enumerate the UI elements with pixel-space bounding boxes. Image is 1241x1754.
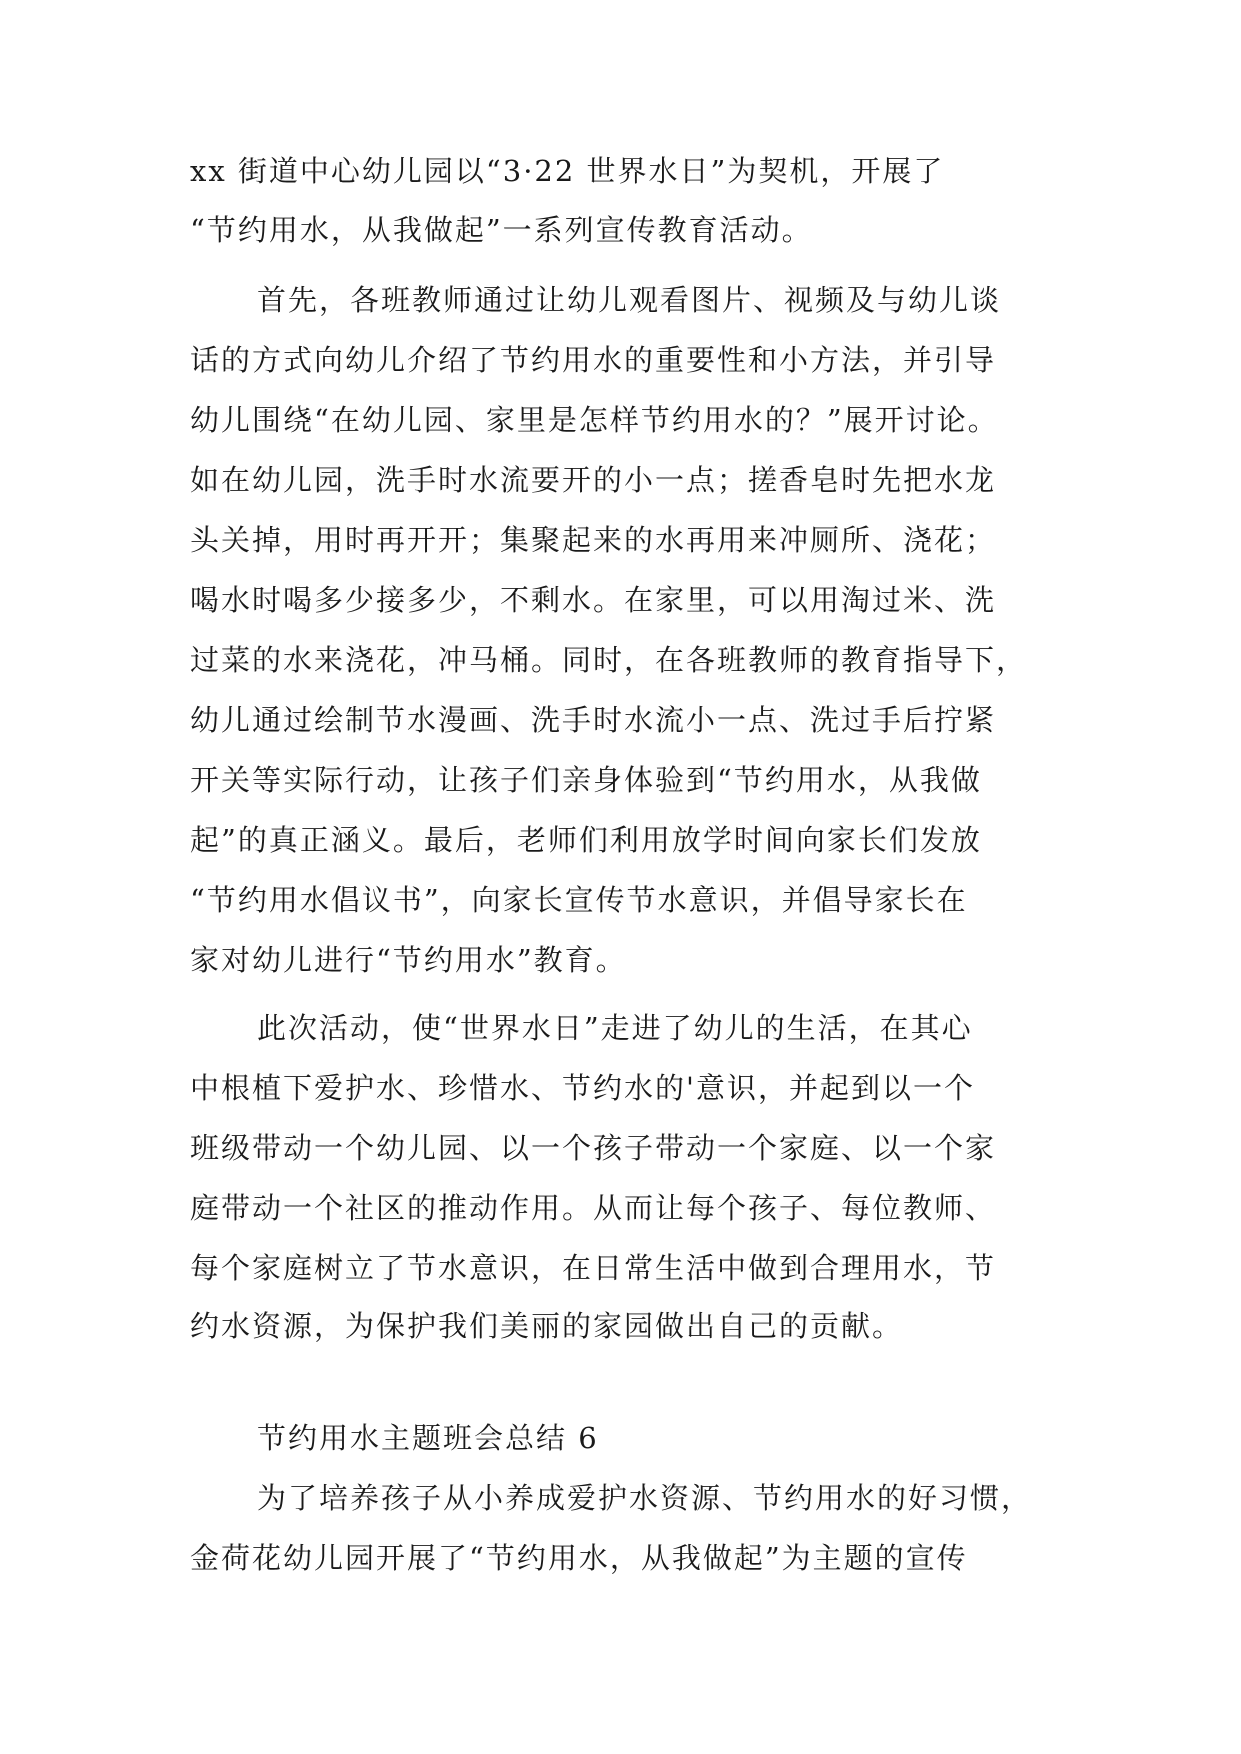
text-line: 每个家庭树立了节水意识，在日常生活中做到合理用水，节 [190, 1251, 997, 1285]
text-line: 幼儿通过绘制节水漫画、洗手时水流小一点、洗过手后拧紧 [190, 703, 997, 737]
text-line: 起”的真正涵义。最后，老师们利用放学时间向家长们发放 [190, 823, 982, 857]
text-line: 家对幼儿进行“节约用水”教育。 [190, 943, 627, 977]
text-line: 头关掉，用时再开开；集聚起来的水再用来冲厕所、浇花； [190, 523, 997, 557]
text-line: 过菜的水来浇花，冲马桶。同时，在各班教师的教育指导下， [190, 643, 1028, 677]
text-line: 喝水时喝多少接多少，不剩水。在家里，可以用淘过米、洗 [190, 583, 997, 617]
paragraph-first-line: 此次活动，使“世界水日”走进了幼儿的生活，在其心 [257, 1011, 973, 1045]
text-line: 开关等实际行动，让孩子们亲身体验到“节约用水，从我做 [190, 763, 982, 797]
text-line: 金荷花幼儿园开展了“节约用水，从我做起”为主题的宣传 [190, 1541, 968, 1575]
text-line: 中根植下爱护水、珍惜水、节约水的'意识，并起到以一个 [190, 1071, 975, 1105]
text-line: “节约用水倡议书”，向家长宣传节水意识，并倡导家长在 [190, 883, 968, 917]
paragraph-first-line: 为了培养孩子从小养成爱护水资源、节约用水的好习惯， [257, 1481, 1033, 1515]
text-line: “节约用水，从我做起”一系列宣传教育活动。 [190, 213, 813, 247]
text-line: 幼儿围绕“在幼儿园、家里是怎样节约用水的？”展开讨论。 [190, 403, 999, 437]
text-line: 班级带动一个幼儿园、以一个孩子带动一个家庭、以一个家 [190, 1131, 997, 1165]
section-heading: 节约用水主题班会总结 6 [257, 1421, 599, 1455]
text-line: 如在幼儿园，洗手时水流要开的小一点；搓香皂时先把水龙 [190, 463, 997, 497]
text-line: xx 街道中心幼儿园以“3·22 世界水日”为契机，开展了 [190, 154, 945, 188]
text-line: 话的方式向幼儿介绍了节约用水的重要性和小方法，并引导 [190, 343, 997, 377]
paragraph-first-line: 首先，各班教师通过让幼儿观看图片、视频及与幼儿谈 [257, 283, 1002, 317]
text-line: 约水资源，为保护我们美丽的家园做出自己的贡献。 [190, 1309, 904, 1343]
text-line: 庭带动一个社区的推动作用。从而让每个孩子、每位教师、 [190, 1191, 997, 1225]
